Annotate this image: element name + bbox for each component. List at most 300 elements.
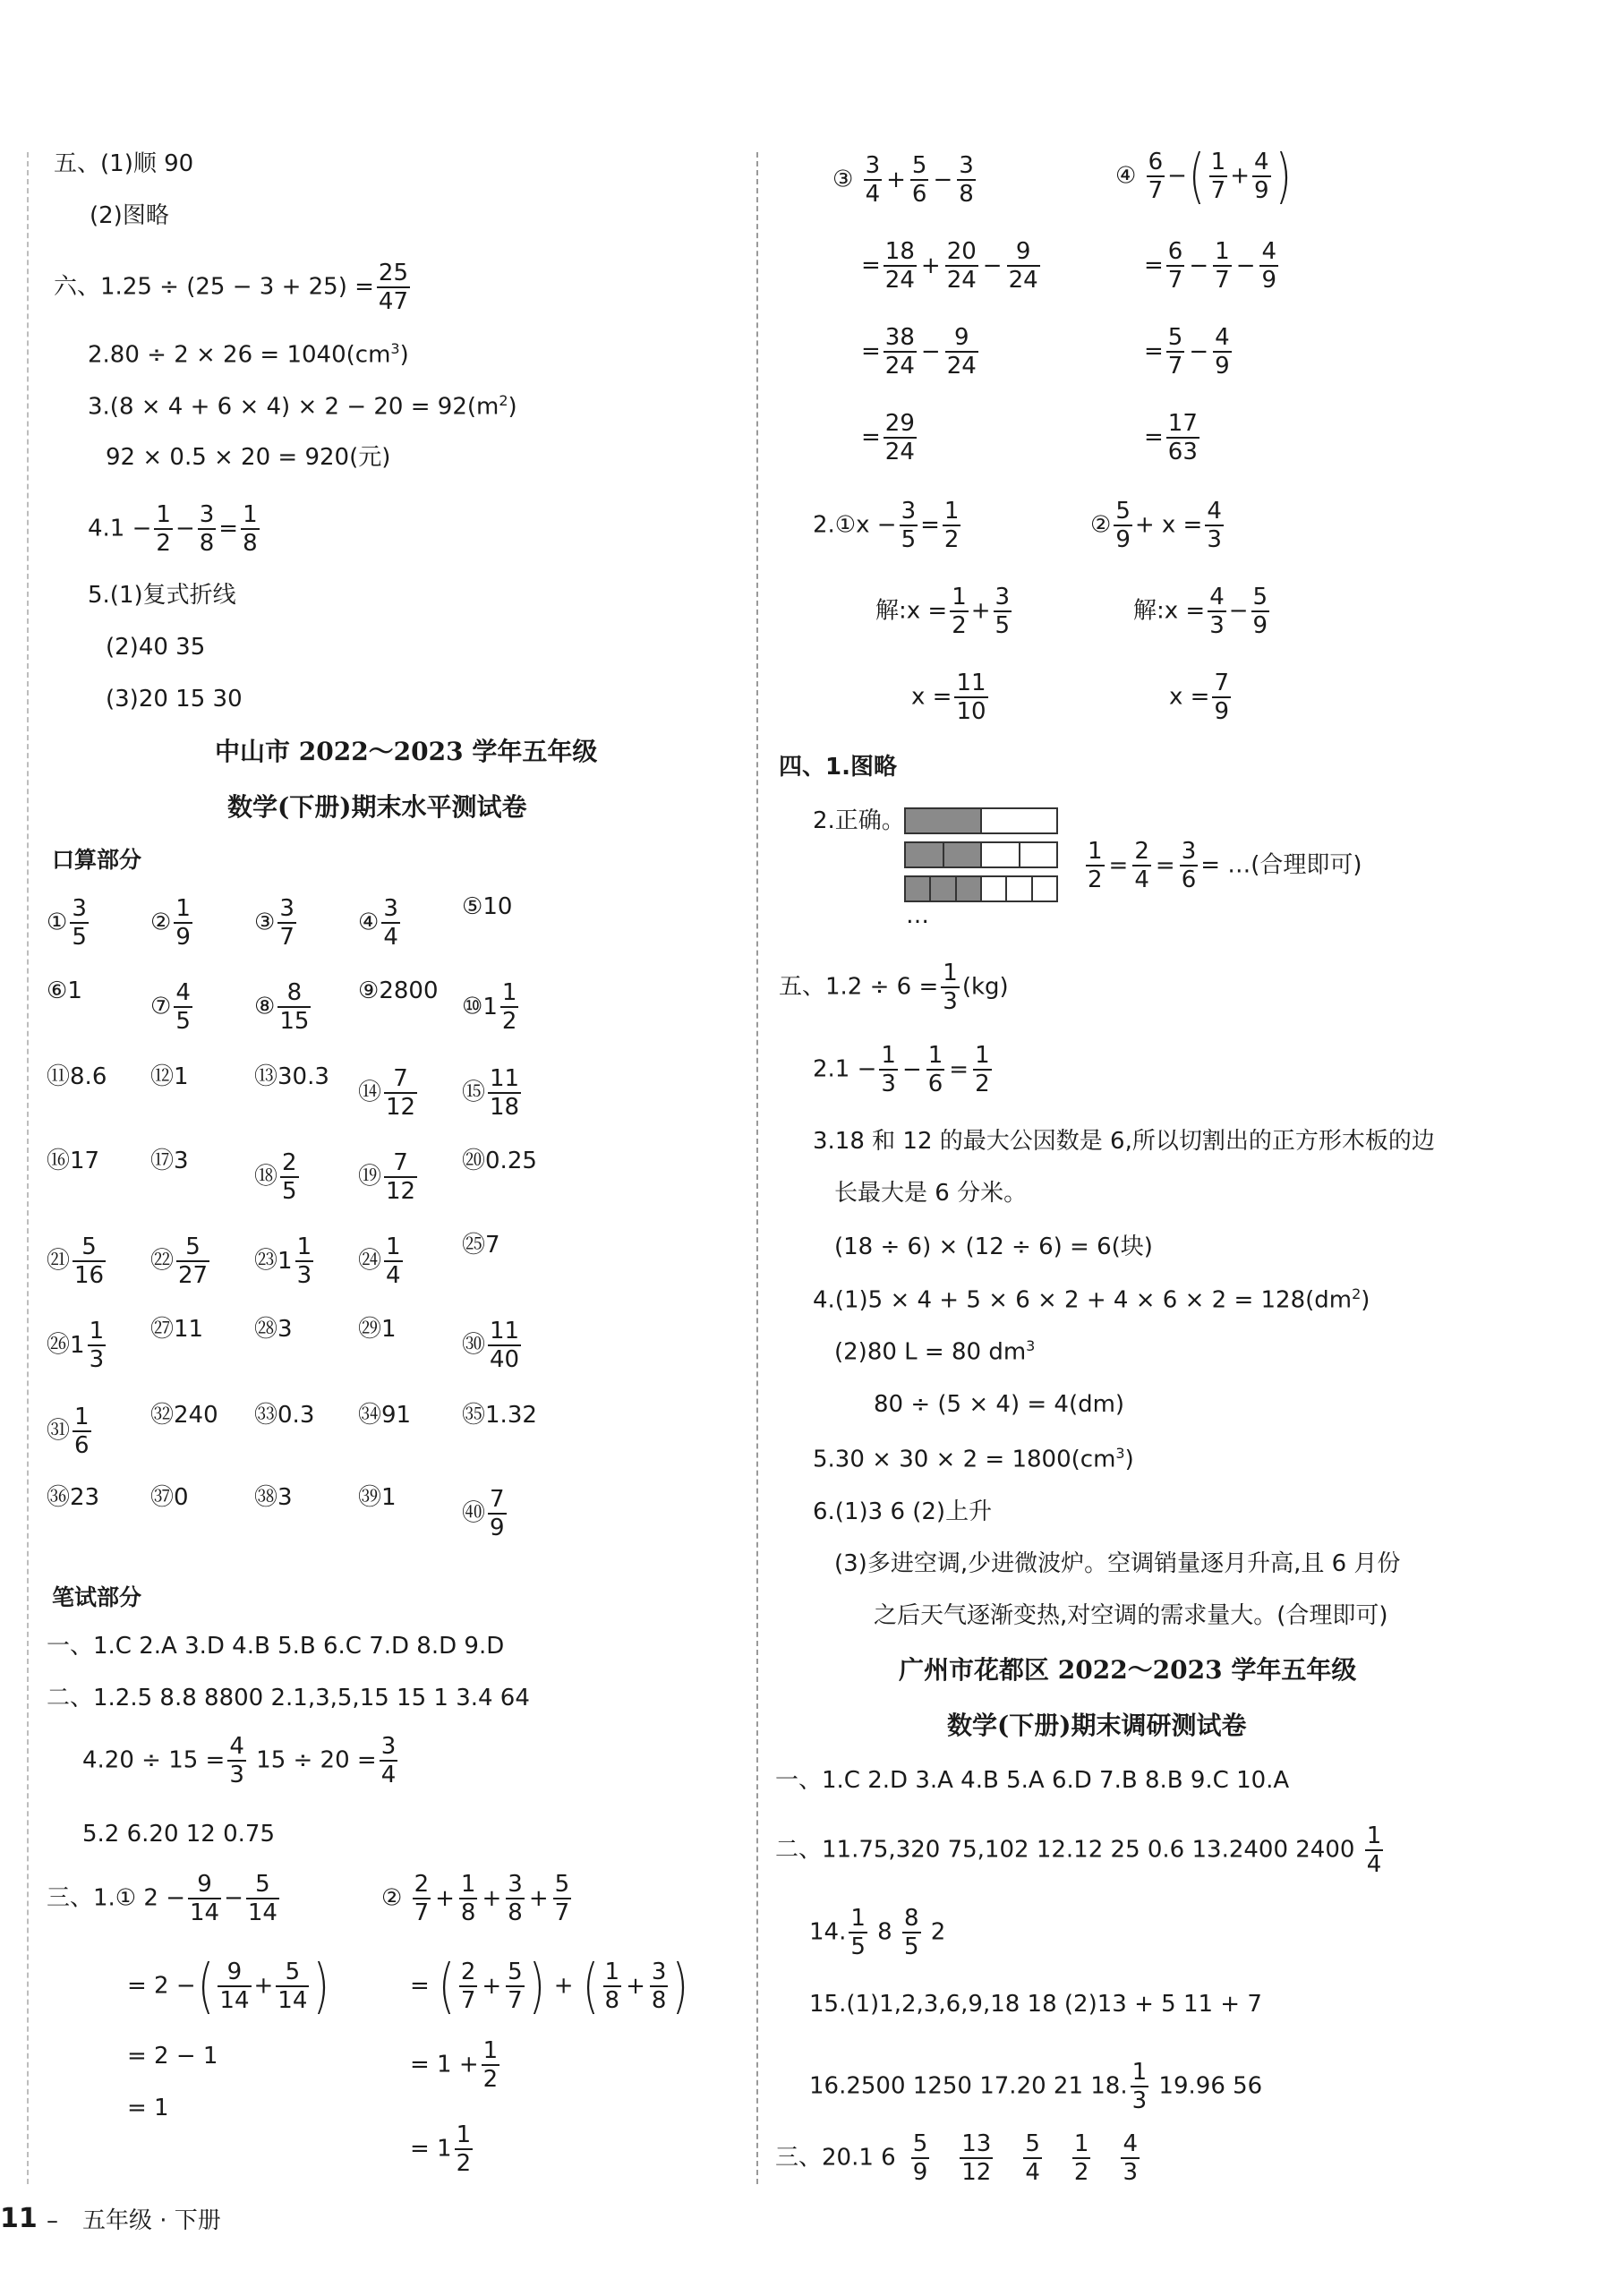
fraction-value — [1004, 238, 1043, 294]
sec5-line3c — [834, 1235, 1153, 1259]
fraction — [960, 2130, 993, 2186]
numerator: 11 — [490, 1065, 520, 1092]
fraction-value: 0.3 — [277, 1402, 315, 1429]
fraction — [1007, 238, 1040, 294]
numerator: 5 — [73, 1233, 106, 1262]
fraction-value — [70, 1233, 108, 1289]
fraction — [1086, 838, 1105, 893]
operator: − — [901, 1055, 922, 1083]
denominator: 3 — [89, 1346, 105, 1373]
superscript: 3 — [390, 340, 400, 357]
fraction — [246, 1871, 279, 1926]
eq2-2-solve — [1133, 584, 1272, 639]
circled-number: ④ — [358, 909, 380, 936]
text: (kg) — [961, 973, 1009, 1001]
paren: ) — [528, 1951, 545, 2020]
fraction — [879, 1042, 898, 1097]
denominator: 7 — [1215, 267, 1230, 294]
text: ) — [1124, 1446, 1134, 1473]
oral-answer — [254, 1149, 302, 1205]
fraction — [73, 1404, 91, 1459]
fraction — [506, 1959, 525, 2014]
text: + x = — [1134, 511, 1203, 539]
sec5-line6b — [834, 1552, 1400, 1575]
numerator: 1 — [1073, 2130, 1089, 2157]
numerator: 5 — [912, 2130, 928, 2157]
denominator: 12 — [386, 1094, 416, 1121]
numerator: 1 — [975, 1042, 990, 1069]
text: (3)20 15 30 — [106, 686, 243, 713]
denominator: 7 — [1167, 267, 1183, 294]
sec6-item2 — [88, 342, 409, 367]
footer-grade: 五年级 · 下册 — [82, 2207, 221, 2234]
fraction-value — [1209, 670, 1234, 725]
denominator: 4 — [386, 1262, 401, 1289]
operator: + — [482, 1884, 502, 1912]
numerator: 5 — [176, 1233, 209, 1262]
eq2-1-solve — [875, 584, 1014, 639]
fraction — [1132, 838, 1151, 893]
text: 广州市花都区 2022～2023 学年五年级 — [899, 1655, 1357, 1685]
superscript: 2 — [499, 392, 508, 409]
left-margin-rule — [27, 152, 29, 2184]
sec5-line4a — [813, 1287, 1370, 1312]
oral-answer — [150, 1065, 189, 1088]
denominator: 9 — [490, 1515, 505, 1541]
fraction-value — [381, 1149, 420, 1205]
denominator: 3 — [1209, 612, 1225, 639]
fraction-value — [908, 152, 932, 208]
fraction — [1212, 670, 1231, 725]
numerator: 3 — [865, 152, 881, 179]
fraction-value — [503, 1959, 527, 2014]
fraction-value — [275, 979, 313, 1035]
numerator: 2 — [282, 1149, 297, 1176]
fraction — [941, 960, 960, 1015]
denominator: 16 — [74, 1262, 105, 1289]
circled-number: ㉒ — [150, 1247, 175, 1275]
denominator: 4 — [1025, 2159, 1040, 2186]
fraction-value — [277, 1149, 302, 1205]
fraction — [553, 1871, 572, 1926]
denominator: 3 — [1207, 526, 1222, 553]
fraction — [1121, 2130, 1140, 2186]
calc3-line1 — [832, 152, 978, 208]
denominator: 4 — [383, 924, 398, 951]
footer-dash: – — [47, 2207, 58, 2234]
denominator: 7 — [279, 924, 295, 951]
oral-answer — [462, 1065, 524, 1121]
paren: ( — [438, 1951, 455, 2020]
fraction-value — [991, 584, 1015, 639]
text: 中山市 2022～2023 学年五年级 — [215, 737, 598, 766]
fraction — [1252, 149, 1271, 204]
denominator: 24 — [884, 353, 915, 380]
operator: − — [920, 337, 941, 365]
oral-answer — [150, 895, 195, 951]
gz-part1 — [775, 1769, 1289, 1792]
denominator: 8 — [460, 1899, 476, 1926]
circled-number: ⑰ — [150, 1148, 175, 1174]
denominator: 9 — [1115, 526, 1131, 553]
text: 三、20.1 6 — [775, 2144, 896, 2172]
numerator: 3 — [901, 498, 917, 525]
fraction — [1114, 498, 1132, 553]
fraction — [459, 1871, 478, 1926]
text: (2)80 L = 80 dm — [834, 1338, 1027, 1366]
numerator: 3 — [72, 895, 87, 922]
circled-number: ② — [150, 909, 172, 936]
denominator: 5 — [72, 924, 87, 951]
text: − — [876, 511, 897, 539]
numerator: 9 — [218, 1959, 251, 1987]
fraction-value — [846, 1905, 870, 1960]
fraction-value — [171, 979, 195, 1035]
fraction — [973, 1042, 992, 1097]
text: 5.30 × 30 × 2 = 1800(cm — [813, 1446, 1116, 1473]
oral-answer — [47, 1149, 99, 1173]
fraction — [295, 1233, 314, 1289]
fraction — [1131, 2059, 1149, 2114]
circled-number: ⑮ — [462, 1079, 486, 1106]
text: 2 − — [143, 1884, 185, 1912]
fraction-value — [485, 1486, 509, 1541]
numerator: 4 — [175, 979, 191, 1006]
text: 2.1 − — [813, 1055, 877, 1083]
text: 2 — [930, 1918, 946, 1946]
fraction — [88, 1318, 107, 1373]
fraction-value — [1210, 324, 1234, 380]
bar-sixths — [904, 875, 1058, 902]
fraction-value: 10 — [482, 893, 513, 920]
calc3-line2: = $\frac{18}{24}$ + $\frac{20}{24}$ − $\frac{9}{24}$ — [861, 238, 1043, 294]
denominator: 18 — [490, 1094, 520, 1121]
fraction-value — [67, 895, 91, 951]
section-label: 五、 — [54, 150, 101, 177]
text: 15 ÷ 20 = — [256, 1746, 377, 1774]
text: = 1 — [127, 2095, 169, 2121]
operator: − — [1235, 252, 1256, 279]
denominator: 8 — [959, 181, 974, 208]
numerator: 4 — [1254, 149, 1269, 175]
fraction-value: 2800 — [379, 977, 439, 1004]
operator: − — [1189, 337, 1209, 365]
denominator: 7 — [1148, 177, 1164, 204]
operator: + — [482, 1972, 502, 2000]
denominator: 7 — [1210, 177, 1226, 204]
denominator: 2 — [156, 530, 171, 557]
denominator: 9 — [912, 2159, 928, 2186]
text: 3.(8 × 4 + 6 × 4) × 2 − 20 = 92(m — [88, 393, 499, 421]
denominator: 14 — [247, 1899, 277, 1926]
denominator: 3 — [943, 988, 958, 1015]
fraction — [384, 1233, 403, 1289]
gz-q16 — [809, 2059, 1262, 2114]
denominator: 9 — [1214, 698, 1229, 725]
sec3-2-line2: = ( $\frac{2}{7}$ + $\frac{5}{7}$ ) + ( $\frac{1}{8}$ + $\frac{3}{8}$ ) — [410, 1951, 689, 2020]
denominator: 2 — [943, 526, 960, 553]
denominator: 3 — [229, 1762, 244, 1788]
oral-answer — [358, 1233, 406, 1289]
oral-answer — [47, 1404, 94, 1459]
numerator: 25 — [378, 260, 408, 286]
oral-answer — [358, 1065, 420, 1121]
fraction-value — [457, 1959, 481, 2014]
text: 五、1.2 ÷ 6 = — [779, 973, 939, 1001]
fraction-value: 1 — [67, 977, 82, 1004]
fraction — [884, 410, 917, 465]
text: ) — [508, 393, 517, 421]
fraction — [482, 2037, 500, 2093]
fraction — [1213, 324, 1232, 380]
circled-number: ③ — [832, 166, 854, 193]
denominator: 24 — [1008, 267, 1038, 294]
fraction — [900, 498, 918, 553]
text: ) — [399, 341, 409, 369]
circled-number: ㉔ — [358, 1247, 382, 1275]
oral-answer — [47, 1233, 108, 1289]
sec5-line3b — [834, 1182, 1027, 1205]
page-number: 11 — [0, 2203, 38, 2234]
fraction-value — [381, 1233, 406, 1289]
denominator: 3 — [1123, 2159, 1138, 2186]
fraction-value — [970, 1042, 995, 1097]
fraction — [381, 895, 400, 951]
oral-answer — [150, 1149, 189, 1173]
oral-answer — [150, 1486, 189, 1509]
oral-answer — [150, 979, 195, 1035]
text: 四、1.图略 — [779, 754, 897, 781]
bar-halves — [904, 807, 1058, 834]
fraction — [377, 260, 410, 315]
denominator: 5 — [175, 1008, 191, 1035]
denominator: 14 — [189, 1899, 220, 1926]
text: 4.1 − — [88, 515, 152, 542]
fraction-value — [410, 1871, 434, 1926]
numerator: 1 — [604, 1959, 620, 1985]
numerator: 1 — [1210, 149, 1226, 175]
circled-number: ④ — [1115, 162, 1137, 190]
numerator: 1 — [850, 1905, 866, 1932]
oral-answer — [254, 1318, 293, 1341]
numerator: 7 — [1214, 670, 1229, 696]
oral-answer — [358, 1404, 411, 1427]
denominator: 5 — [903, 1933, 919, 1960]
fraction — [943, 498, 961, 553]
denominator: 2 — [1088, 866, 1103, 893]
circled-number: ㉝ — [254, 1402, 278, 1429]
sec6-item3 — [88, 394, 517, 419]
fraction-value: 1 — [381, 1316, 397, 1343]
circled-number: ⑲ — [358, 1163, 382, 1191]
denominator: 8 — [243, 530, 258, 557]
calc4-line2: = $\frac{6}{7}$ − $\frac{1}{7}$ − $\frac{4}{9}$ — [1144, 238, 1281, 294]
fraction — [1023, 2130, 1042, 2186]
denominator: 5 — [901, 526, 917, 553]
text: 数学(下册)期末调研测试卷 — [947, 1711, 1247, 1740]
gz-q14 — [809, 1905, 945, 1960]
denominator: 9 — [1215, 353, 1230, 380]
numerator: 1 — [501, 979, 517, 1006]
denominator: 47 — [378, 288, 408, 315]
numerator: 9 — [188, 1871, 221, 1899]
section-label: 三、1.① — [47, 1884, 137, 1912]
oral-answer — [358, 1486, 397, 1509]
circled-number: ⑤ — [462, 893, 483, 920]
text: (18 ÷ 6) × (12 ÷ 6) = 6(块) — [834, 1233, 1153, 1260]
fraction — [864, 152, 883, 208]
operator: + — [435, 1884, 455, 1912]
text: 长最大是 6 分米。 — [834, 1180, 1028, 1207]
numerator: 9 — [1007, 238, 1040, 267]
sec5-line3a — [813, 1130, 1435, 1153]
fraction-value — [171, 895, 195, 951]
text: 之后天气逐渐变热,对空调的需求量大。(合理即可) — [874, 1602, 1388, 1629]
fraction — [500, 979, 519, 1035]
fraction — [218, 1959, 251, 2014]
fraction — [1180, 838, 1199, 893]
fraction — [384, 1149, 417, 1205]
bar-quarters — [904, 841, 1058, 868]
circled-number: ㉛ — [47, 1417, 71, 1445]
numerator: 1 — [243, 501, 258, 528]
oral-answer — [358, 979, 438, 1003]
text: 15.(1)1,2,3,6,9,18 18 (2)13 + 5 11 + 7 — [809, 1991, 1262, 2018]
fraction-value — [1177, 838, 1201, 893]
oral-answer — [358, 895, 403, 951]
numerator: 1 — [943, 498, 960, 525]
denominator: 5 — [995, 612, 1011, 639]
fraction-value — [943, 324, 981, 380]
numerator: 3 — [380, 1733, 397, 1760]
paren: ) — [1275, 141, 1292, 210]
oral-answer — [150, 1233, 212, 1289]
fraction-value — [1144, 149, 1168, 204]
numerator: 3 — [1181, 838, 1197, 865]
denominator: 6 — [1181, 866, 1197, 893]
fraction-value — [1020, 2130, 1045, 2186]
denominator: 7 — [460, 1987, 476, 2014]
fraction — [1205, 498, 1224, 553]
fraction-value — [647, 1959, 671, 2014]
fraction — [954, 670, 987, 725]
fraction — [241, 501, 260, 557]
text: 数学(下册)期末水平测试卷 — [227, 792, 527, 822]
fraction-value — [457, 1871, 481, 1926]
fraction — [994, 584, 1012, 639]
fraction-value — [900, 1905, 924, 1960]
numerator: 1 — [175, 895, 191, 922]
sec6-item1 — [54, 260, 413, 315]
fraction-value — [957, 2130, 995, 2186]
fraction — [488, 1486, 507, 1541]
circled-number: ㊵ — [462, 1499, 486, 1527]
sec5-line1 — [779, 960, 1009, 1015]
oral-answer — [254, 1065, 329, 1088]
text: (3)多进空调,少进微波炉。空调销量逐月升高,且 6 月份 — [834, 1550, 1401, 1577]
text: − — [224, 1884, 243, 1912]
text: − — [1228, 597, 1249, 625]
sec5-line6c — [874, 1604, 1388, 1627]
numerator: 1 — [482, 2037, 499, 2064]
operator: − — [933, 166, 953, 193]
text: 92 × 0.5 × 20 = 920(元) — [106, 444, 391, 471]
fraction-value: 0.25 — [485, 1148, 537, 1174]
fraction — [280, 1149, 299, 1205]
fraction-value — [940, 498, 964, 553]
text: 4.(1)5 × 4 + 5 × 6 × 2 + 4 × 6 × 2 = 128(dm — [813, 1286, 1353, 1314]
numerator: 13 — [961, 2130, 992, 2157]
sec6-item4 — [88, 501, 262, 557]
text: = — [218, 515, 239, 542]
oral-answer — [254, 1404, 314, 1427]
fraction — [603, 1959, 622, 2014]
fraction — [1365, 1822, 1384, 1878]
circled-number: ⑧ — [254, 993, 276, 1020]
numerator: 3 — [383, 895, 398, 922]
sec6-item3b — [106, 446, 390, 469]
circled-number: ⑪ — [47, 1063, 71, 1090]
fraction-value: 1 — [174, 1063, 189, 1090]
fraction — [926, 1042, 945, 1097]
numerator: 1 — [1131, 2059, 1148, 2086]
text: x = — [911, 683, 952, 711]
paren: ( — [1188, 141, 1205, 210]
numerator: 9 — [945, 324, 978, 353]
denominator: 24 — [946, 353, 977, 380]
fraction-value: 240 — [174, 1402, 218, 1429]
text: 笔试部分 — [52, 1584, 142, 1610]
sec3-2-line3 — [410, 2037, 502, 2093]
paren: ) — [313, 1951, 330, 2020]
fraction — [198, 501, 217, 557]
numerator: 4 — [1215, 324, 1230, 351]
circled-number: ㊲ — [150, 1484, 175, 1511]
fraction-value — [954, 152, 978, 208]
text: x — [856, 511, 870, 539]
sec6-item5a — [88, 584, 236, 607]
written-part2c — [82, 1822, 275, 1846]
written-part2b — [82, 1733, 400, 1788]
fraction-value — [876, 1042, 901, 1097]
text: 16.2500 1250 17.20 21 18. — [809, 2072, 1128, 2100]
zhongshan-title-1 — [215, 739, 597, 764]
numerator: 1 — [943, 960, 958, 986]
denominator: 9 — [1252, 612, 1268, 639]
superscript: 3 — [1115, 1445, 1125, 1462]
eq2-2-result — [1169, 670, 1234, 725]
fraction — [1072, 2130, 1091, 2186]
fraction-value — [551, 1871, 575, 1926]
fraction — [1208, 584, 1226, 639]
eq2-2 — [1090, 498, 1226, 553]
circled-number: ㉞ — [358, 1402, 382, 1429]
numerator: 1 — [89, 1318, 105, 1344]
oral-answer — [47, 1318, 108, 1373]
denominator: 9 — [175, 924, 191, 951]
numerator: 17 — [1167, 410, 1198, 437]
fraction-value — [1128, 2059, 1152, 2114]
circled-number: ⑥ — [47, 977, 68, 1004]
denominator: 3 — [296, 1262, 312, 1289]
circled-number: ㉙ — [358, 1316, 382, 1343]
fraction — [910, 152, 929, 208]
oral-answer — [462, 979, 521, 1035]
numerator: 2 — [460, 1959, 476, 1985]
oral-answer — [47, 1065, 107, 1088]
operator: = — [1155, 851, 1175, 879]
circled-number: ② — [381, 1884, 403, 1912]
